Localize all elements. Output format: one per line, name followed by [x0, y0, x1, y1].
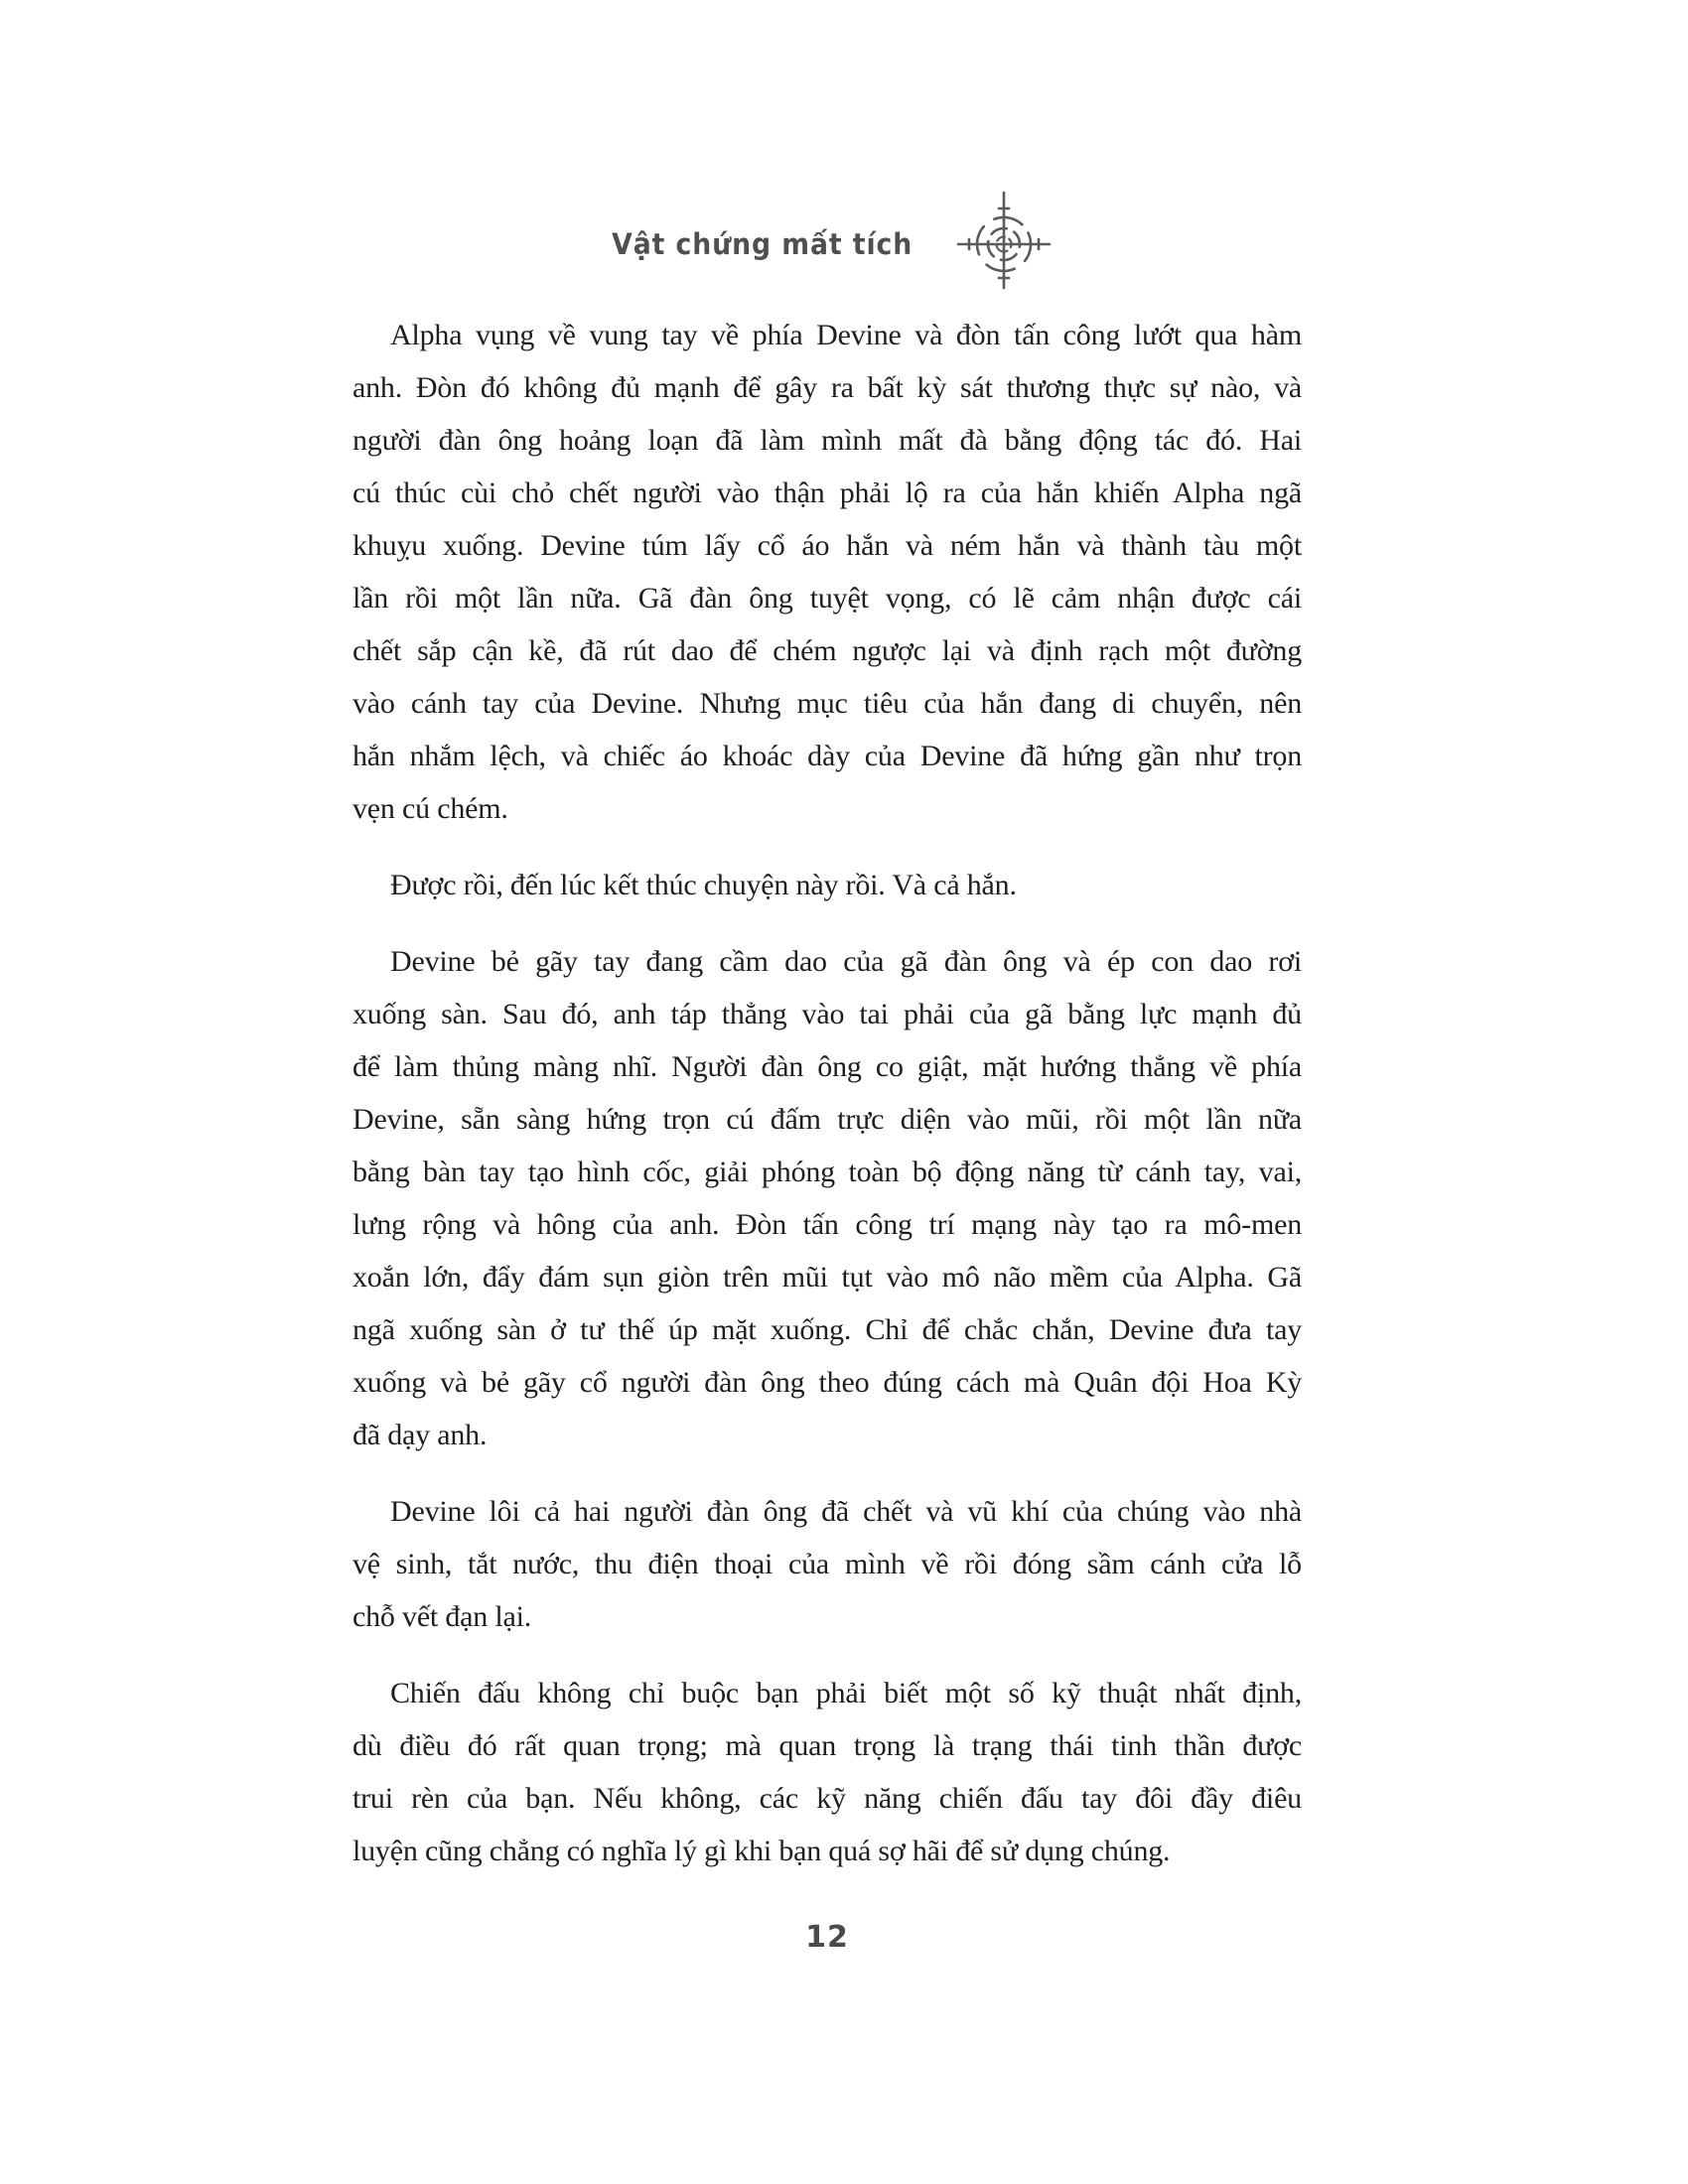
book-title: Vật chứng mất tích: [612, 226, 914, 261]
paragraph: [352, 1485, 1302, 1643]
text-line: Được rồi, đến lúc kết thúc chuyện này rồi. Và cả hắn.: [390, 869, 1017, 901]
text-line: xuống sàn. Sau đó, anh táp thẳng vào tai phải của gã bằng lực mạnh đủ: [352, 998, 1302, 1030]
paragraph: [352, 859, 1302, 911]
text-line: cú thúc cùi chỏ chết người vào thận phải lộ ra của hắn khiến Alpha ngã: [352, 477, 1302, 509]
text-line: vẹn cú chém.: [352, 792, 508, 825]
text-line: lưng rộng và hông của anh. Đòn tấn công trí mạng này tạo ra mô-men: [352, 1208, 1302, 1241]
text-line: Devine lôi cả hai người đàn ông đã chết và vũ khí của chúng vào nhà: [390, 1495, 1302, 1528]
text-line: chỗ vết đạn lại.: [352, 1600, 532, 1633]
text-line: Alpha vụng về vung tay về phía Devine và đòn tấn công lướt qua hàm: [390, 319, 1302, 351]
paragraph: [352, 935, 1302, 1461]
text-line: ngã xuống sàn ở tư thế úp mặt xuống. Chỉ để chắc chắn, Devine đưa tay: [352, 1313, 1302, 1346]
text-line: khuỵu xuống. Devine túm lấy cổ áo hắn và ném hắn và thành tàu một: [352, 529, 1302, 562]
text-line: đã dạy anh.: [352, 1419, 488, 1451]
text-line: anh. Đòn đó không đủ mạnh để gây ra bất kỳ sát thương thực sự nào, và: [352, 371, 1302, 404]
text-line: dù điều đó rất quan trọng; mà quan trọng là trạng thái tinh thần được: [352, 1729, 1302, 1762]
crosshair-target-icon: [952, 189, 1055, 300]
text-line: vệ sinh, tắt nước, thu điện thoại của mình về rồi đóng sầm cánh cửa lỗ: [352, 1548, 1302, 1580]
text-line: Devine, sẵn sàng hứng trọn cú đấm trực diện vào mũi, rồi một lần nữa: [352, 1103, 1302, 1136]
text-line: trui rèn của bạn. Nếu không, các kỹ năng chiến đấu tay đôi đầy điêu: [352, 1782, 1302, 1815]
running-header: [352, 187, 1302, 301]
text-line: bằng bàn tay tạo hình cốc, giải phóng toàn bộ động năng từ cánh tay, vai,: [352, 1156, 1302, 1188]
text-line: Chiến đấu không chỉ buộc bạn phải biết một số kỹ thuật nhất định,: [390, 1677, 1302, 1709]
paragraph: [352, 1667, 1302, 1877]
text-line: vào cánh tay của Devine. Nhưng mục tiêu của hắn đang di chuyển, nên: [352, 687, 1302, 720]
text-line: luyện cũng chẳng có nghĩa lý gì khi bạn quá sợ hãi để sử dụng chúng.: [352, 1835, 1171, 1867]
text-line: lần rồi một lần nữa. Gã đàn ông tuyệt vọng, có lẽ cảm nhận được cái: [352, 582, 1302, 614]
page-number: 12: [805, 1920, 849, 1955]
text-line: xuống và bẻ gãy cổ người đàn ông theo đúng cách mà Quân đội Hoa Kỳ: [352, 1366, 1302, 1399]
paragraph: [352, 309, 1302, 835]
text-line: người đàn ông hoảng loạn đã làm mình mất đà bằng động tác đó. Hai: [352, 424, 1302, 457]
text-line: để làm thủng màng nhĩ. Người đàn ông co giật, mặt hướng thẳng về phía: [352, 1050, 1302, 1083]
text-line: Devine bẻ gãy tay đang cầm dao của gã đàn ông và ép con dao rơi: [390, 945, 1302, 978]
text-line: chết sắp cận kề, đã rút dao để chém ngược lại và định rạch một đường: [352, 634, 1302, 667]
body-text: [352, 309, 1302, 1877]
text-line: xoắn lớn, đẩy đám sụn giòn trên mũi tụt vào mô não mềm của Alpha. Gã: [352, 1261, 1302, 1294]
text-line: hắn nhắm lệch, và chiếc áo khoác dày của Devine đã hứng gần như trọn: [352, 740, 1302, 772]
